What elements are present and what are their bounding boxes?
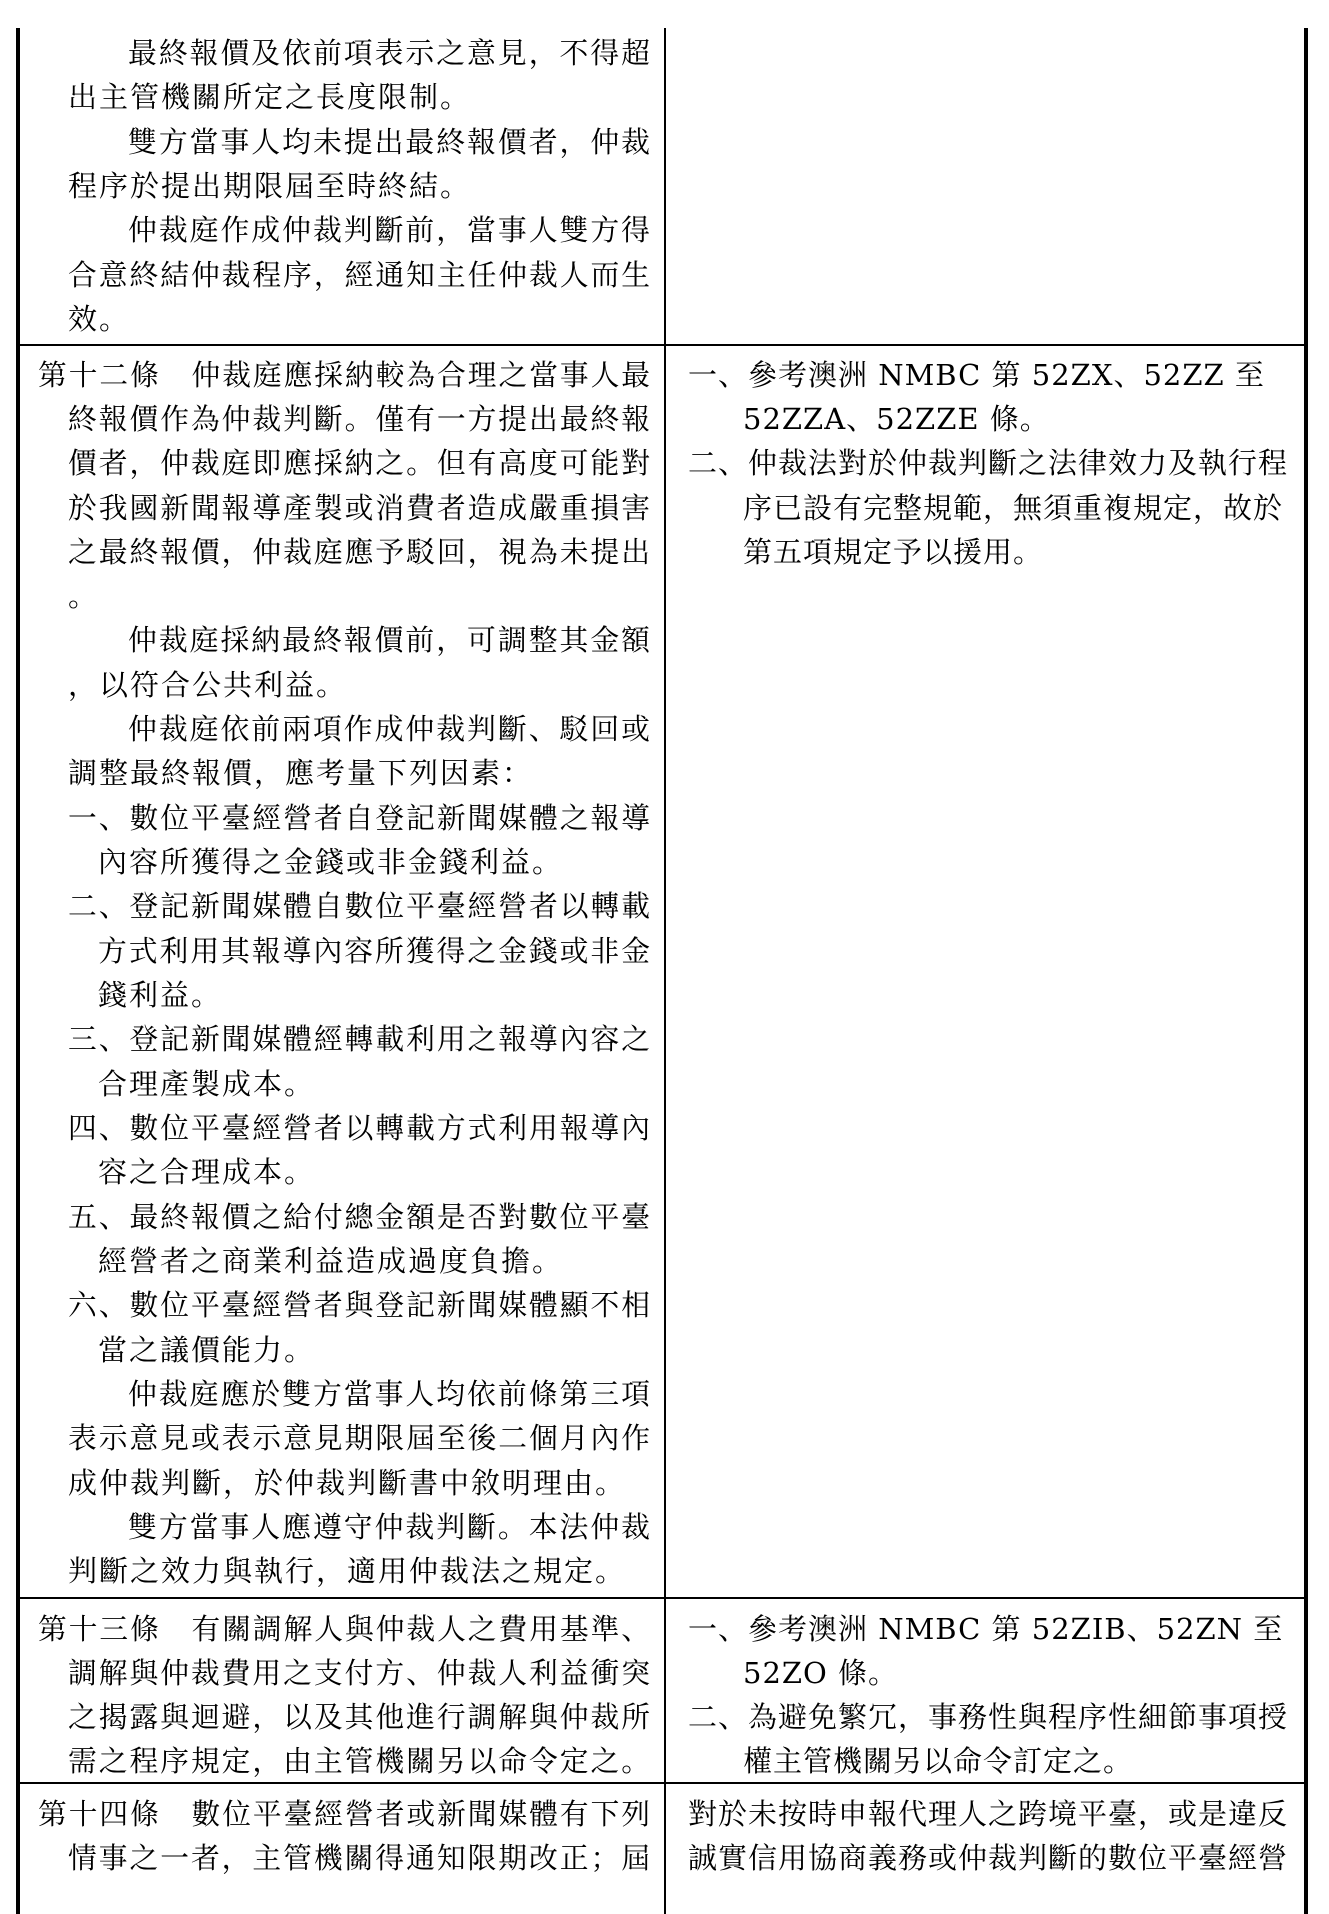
text-line: 方式利用其報導內容所獲得之金錢或非金 [98,934,652,968]
text-line: 調整最終報價，應考量下列因素： [68,756,534,790]
text-line: 對於未按時申報代理人之跨境平臺，或是違反 [688,1797,1289,1831]
text-line: 仲裁庭依前兩項作成仲裁判斷、駁回或 [128,712,653,746]
list-item: 四、數位平臺經營者以轉載方式利用報導內 [68,1111,653,1145]
text-line: 程序於提出期限屆至時終結。 [68,169,472,203]
text-line: 效。 [68,302,131,336]
text-line: 經營者之商業利益造成過度負擔。 [98,1244,564,1278]
text-line: 之揭露與迴避，以及其他進行調解與仲裁所 [68,1700,653,1734]
column-divider [664,28,666,1914]
list-item: 三、登記新聞媒體經轉載利用之報導內容之 [68,1022,653,1056]
text-line: 雙方當事人均未提出最終報價者，仲裁 [128,125,653,159]
table-border-left [16,28,20,1914]
text-line: 。 [68,579,100,613]
text-line: 合理產製成本。 [98,1067,316,1101]
text-line: 表示意見或表示意見期限屆至後二個月內作 [68,1421,653,1455]
text-line: 仲裁庭採納最終報價前，可調整其金額 [128,623,653,657]
article-heading-line: 第十四條 數位平臺經營者或新聞媒體有下列 [38,1797,653,1831]
row-divider [16,1597,1308,1599]
text-line: ，以符合公共利益。 [68,668,348,702]
list-item: 五、最終報價之給付總金額是否對數位平臺 [68,1200,653,1234]
article-heading-line: 第十二條 仲裁庭應採納較為合理之當事人最 [38,358,653,392]
text-line: 誠實信用協商義務或仲裁判斷的數位平臺經營 [688,1841,1289,1875]
note-item: 二、為避免繁冗，事務性與程序性細節事項授 [688,1700,1289,1734]
text-line: 價者，仲裁庭即應採納之。但有高度可能對 [68,446,653,480]
list-item: 二、登記新聞媒體自數位平臺經營者以轉載 [68,889,653,923]
text-line: 仲裁庭應於雙方當事人均依前條第三項 [128,1377,653,1411]
text-line: 情事之一者，主管機關得通知限期改正；屆 [68,1841,653,1875]
row-divider [16,344,1308,346]
text-line: 第五項規定予以援用。 [743,535,1044,569]
text-line: 錢利益。 [98,978,223,1012]
list-item: 六、數位平臺經營者與登記新聞媒體顯不相 [68,1288,653,1322]
text-line: 調解與仲裁費用之支付方、仲裁人利益衝突 [68,1656,653,1690]
text-line: 內容所獲得之金錢或非金錢利益。 [98,845,564,879]
text-line: 52ZO 條。 [743,1656,899,1690]
text-line: 52ZZA、52ZZE 條。 [743,402,1050,436]
note-item: 一、參考澳洲 NMBC 第 52ZIB、52ZN 至 [688,1612,1284,1646]
note-item: 二、仲裁法對於仲裁判斷之法律效力及執行程 [688,446,1289,480]
text-line: 成仲裁判斷，於仲裁判斷書中敘明理由。 [68,1466,627,1500]
text-line: 需之程序規定，由主管機關另以命令定之。 [68,1744,653,1778]
text-line: 最終報價及依前項表示之意見，不得超 [128,36,653,70]
text-line: 之最終報價，仲裁庭應予駁回，視為未提出 [68,535,653,569]
note-item: 一、參考澳洲 NMBC 第 52ZX、52ZZ 至 [688,358,1265,392]
text-line: 雙方當事人應遵守仲裁判斷。本法仲裁 [128,1510,653,1544]
table-border-right [1304,28,1308,1914]
text-line: 判斷之效力與執行，適用仲裁法之規定。 [68,1554,627,1588]
text-line: 序已設有完整規範，無須重複規定，故於 [743,491,1284,525]
list-item: 一、數位平臺經營者自登記新聞媒體之報導 [68,801,653,835]
text-line: 當之議價能力。 [98,1333,316,1367]
text-line: 權主管機關另以命令訂定之。 [743,1744,1134,1778]
article-heading-line: 第十三條 有關調解人與仲裁人之費用基準、 [38,1612,653,1646]
text-line: 於我國新聞報導產製或消費者造成嚴重損害 [68,491,653,525]
text-line: 終報價作為仲裁判斷。僅有一方提出最終報 [68,402,653,436]
text-line: 出主管機關所定之長度限制。 [68,80,472,114]
text-line: 容之合理成本。 [98,1155,316,1189]
text-line: 仲裁庭作成仲裁判斷前，當事人雙方得 [128,213,653,247]
text-line: 合意終結仲裁程序，經通知主任仲裁人而生 [68,258,653,292]
